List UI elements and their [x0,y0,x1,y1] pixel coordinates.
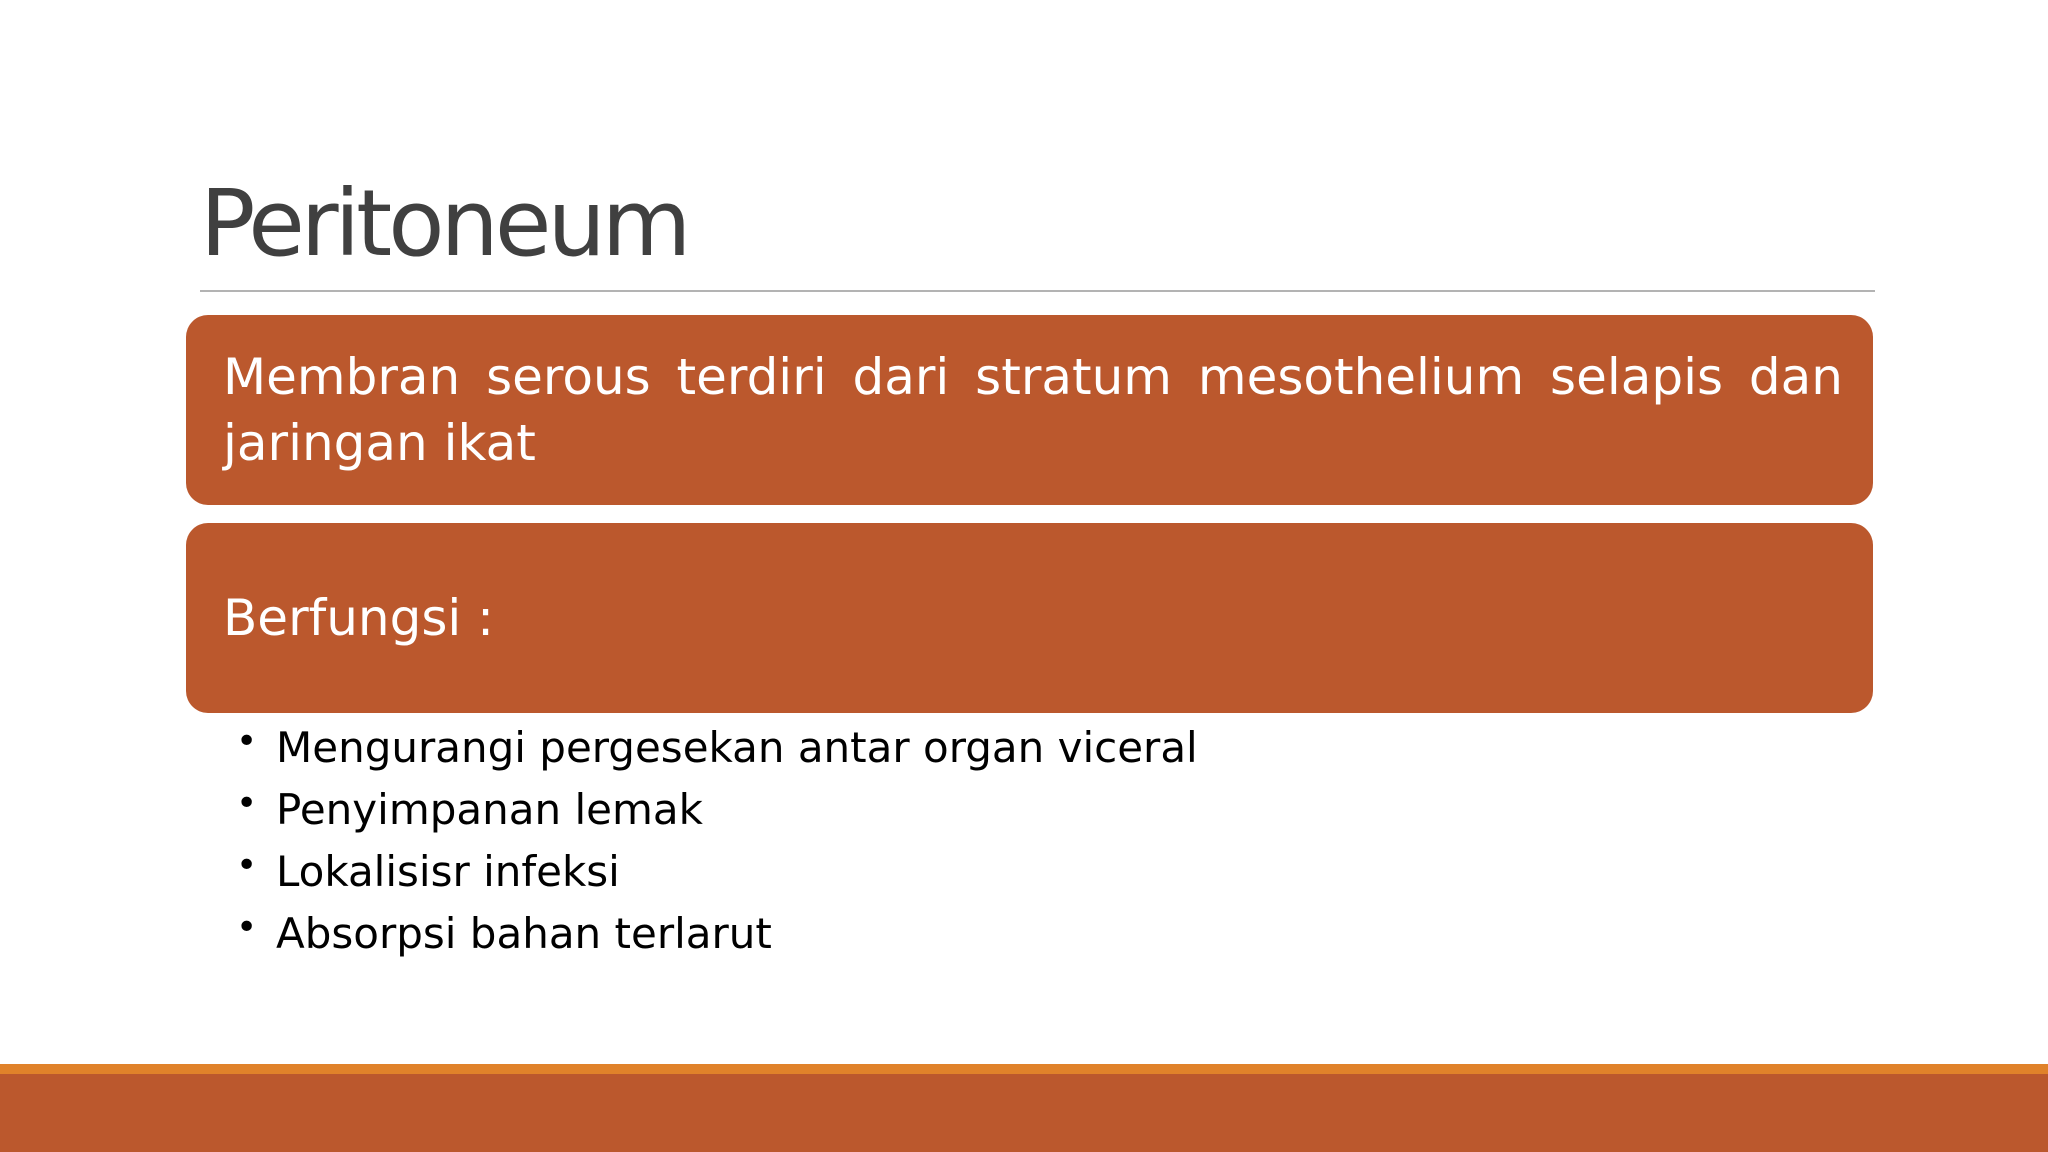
functions-heading-text: Berfungsi : [223,589,495,647]
list-item [236,841,1198,903]
bullet-icon: • [236,845,258,886]
definition-text: Membran serous terdiri dari stratum mesothelium selapis dan jaringan ikat [223,348,1843,472]
list-item [236,717,1198,779]
bullet-icon: • [236,721,258,762]
slide-title: Peritoneum [200,170,688,277]
footer-accent-stripe [0,1064,2048,1074]
definition-box [186,315,1873,505]
list-item [236,903,1198,965]
functions-heading-box [186,523,1873,713]
functions-list [236,717,1198,965]
list-item [236,779,1198,841]
list-item-text: Absorpsi bahan terlarut [276,909,772,958]
list-item-text: Mengurangi pergesekan antar organ viceral [276,723,1198,772]
list-item-text: Penyimpanan lemak [276,785,703,834]
bullet-icon: • [236,783,258,824]
footer-band [0,1074,2048,1152]
title-divider [200,290,1875,292]
list-item-text: Lokalisisr infeksi [276,847,620,896]
bullet-icon: • [236,907,258,948]
